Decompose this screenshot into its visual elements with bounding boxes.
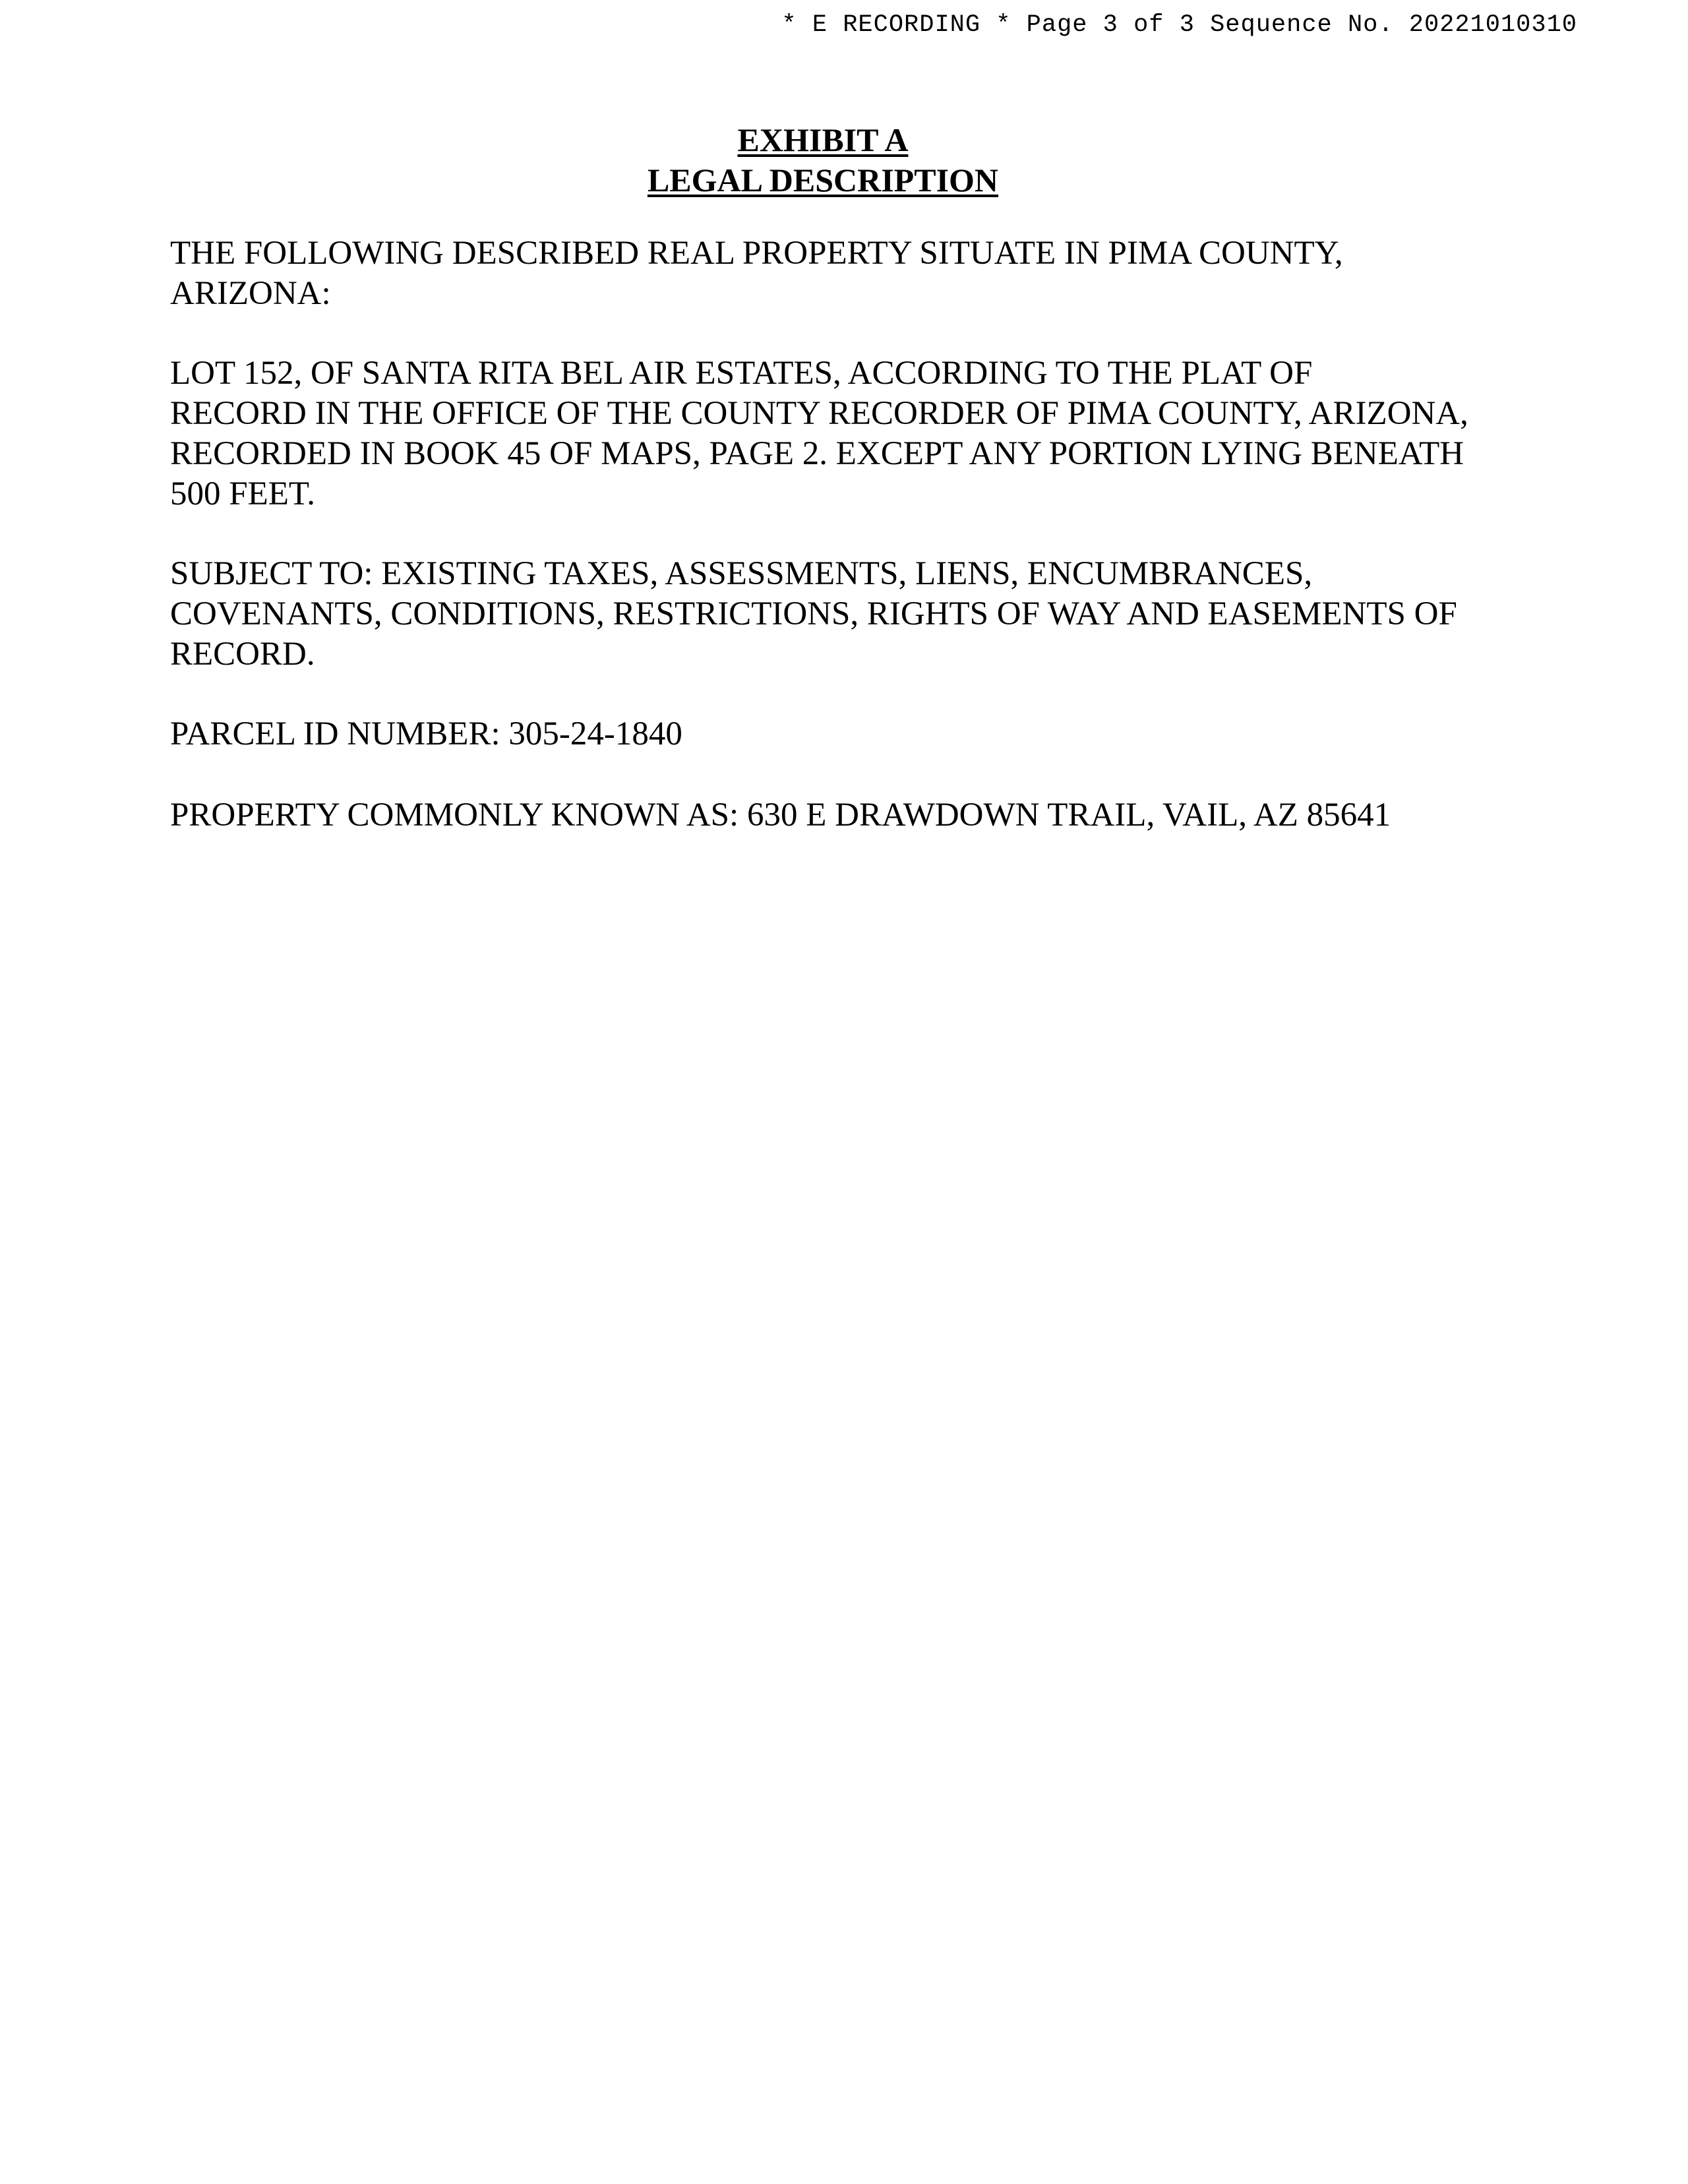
exhibit-title-line: EXHIBIT A bbox=[737, 121, 909, 158]
lot-description-line: 500 FEET. bbox=[170, 475, 316, 512]
property-address-line: PROPERTY COMMONLY KNOWN AS: 630 E DRAWDOWN TRAIL, VAIL, AZ 85641 bbox=[170, 797, 1391, 834]
lot-description-line: RECORD IN THE OFFICE OF THE COUNTY RECORDER OF PIMA COUNTY, ARIZONA, bbox=[170, 395, 1468, 432]
intro-line: THE FOLLOWING DESCRIBED REAL PROPERTY SITUATE IN PIMA COUNTY, bbox=[170, 235, 1343, 272]
lot-description-line: RECORDED IN BOOK 45 OF MAPS, PAGE 2. EXCEPT ANY PORTION LYING BENEATH bbox=[170, 435, 1464, 472]
parcel-id-paragraph bbox=[170, 714, 1489, 754]
recording-header: * E RECORDING * Page 3 of 3 Sequence No. 20221010310 bbox=[781, 11, 1577, 39]
lot-description-line: LOT 152, OF SANTA RITA BEL AIR ESTATES, ACCORDING TO THE PLAT OF bbox=[170, 355, 1313, 392]
parcel-id-line: PARCEL ID NUMBER: 305-24-1840 bbox=[170, 715, 682, 752]
intro-paragraph bbox=[170, 233, 1489, 314]
exhibit-title bbox=[0, 120, 1646, 200]
legal-description-title-line: LEGAL DESCRIPTION bbox=[647, 162, 999, 198]
subject-to-paragraph bbox=[170, 554, 1489, 675]
property-address-paragraph bbox=[170, 795, 1489, 835]
subject-to-line: SUBJECT TO: EXISTING TAXES, ASSESSMENTS, LIENS, ENCUMBRANCES, bbox=[170, 555, 1313, 592]
intro-line: ARIZONA: bbox=[170, 275, 331, 312]
subject-to-line: COVENANTS, CONDITIONS, RESTRICTIONS, RIGHTS OF WAY AND EASEMENTS OF bbox=[170, 595, 1457, 632]
subject-to-line: RECORD. bbox=[170, 636, 315, 673]
lot-description-paragraph bbox=[170, 353, 1489, 514]
